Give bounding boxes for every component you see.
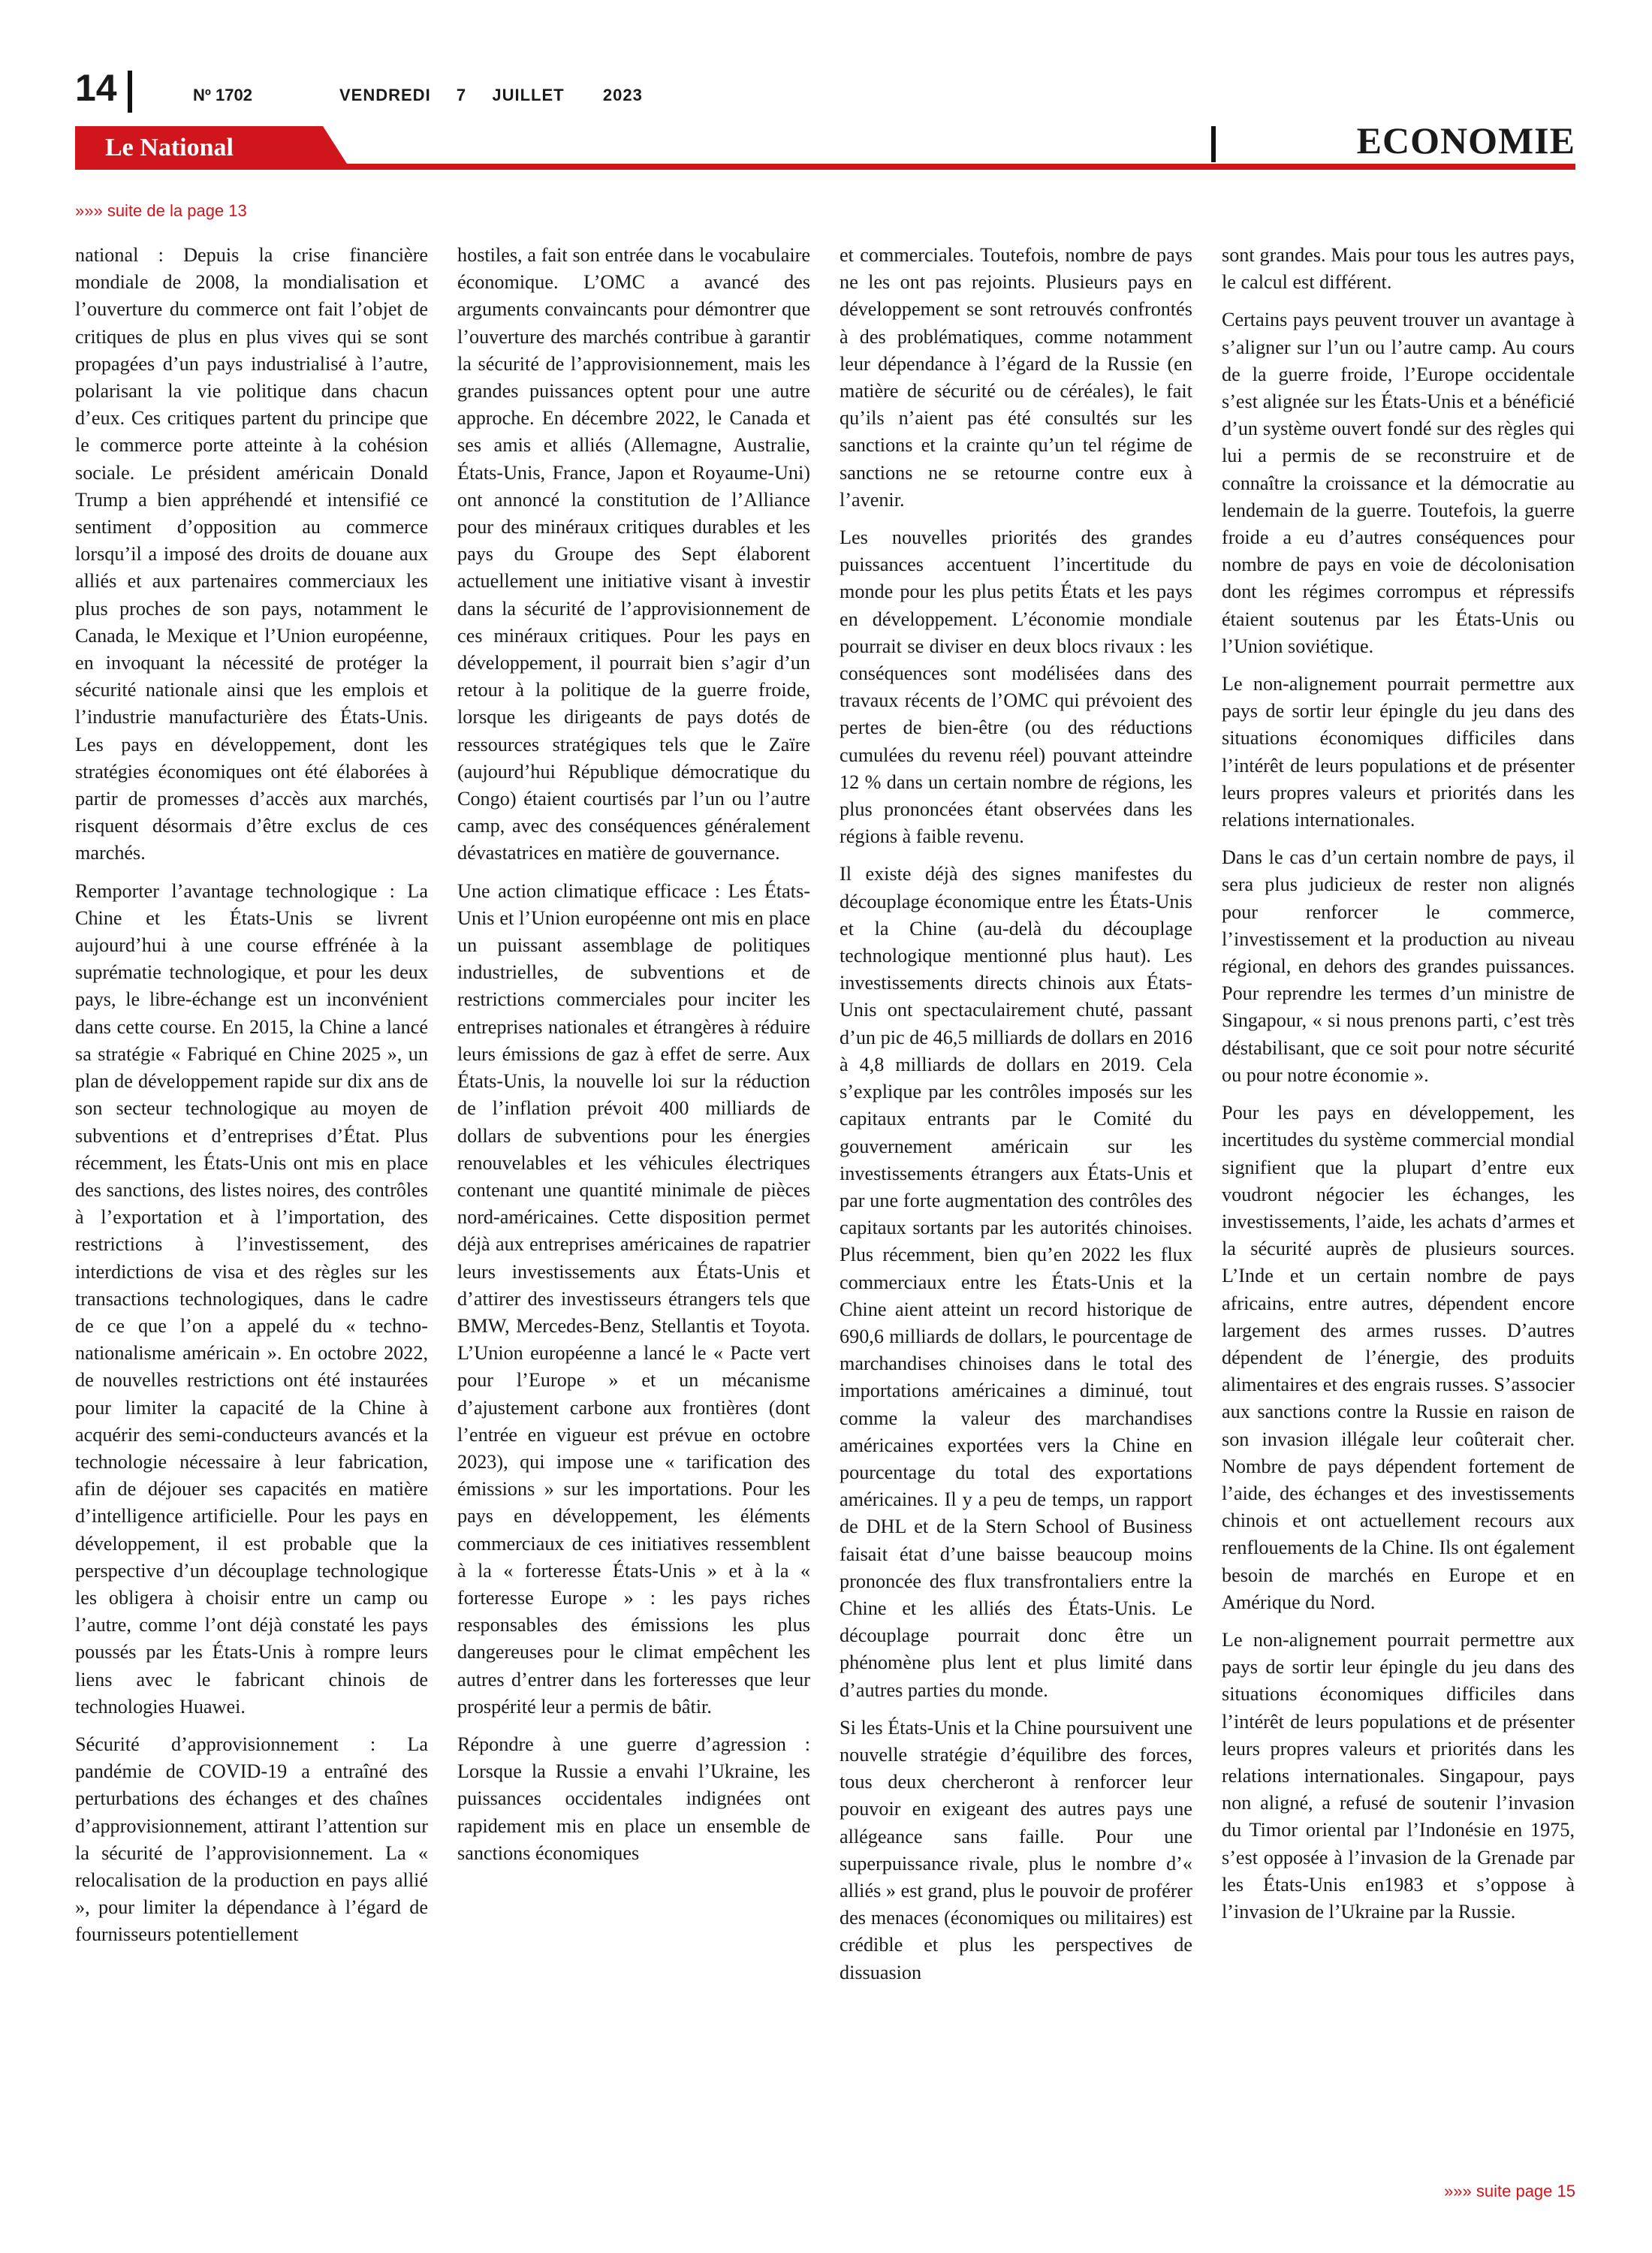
paragraph: Le non-alignement pourrait permettre aux pays de sortir leur épingle du jeu dans des situations économiques difficiles dans l’intérêt de leurs populations et de présenter leurs propres valeurs et priorités dans les relations internationales. Singapour, pays non aligné, a refusé de soutenir l’invasion du Timor oriental par l’Indonésie en 1975, s’est opposée à l’invasion de la Grenade par les États-Unis en1983 et s’oppose à l’invasion de l’Ukraine par la Russie. — [1222, 1628, 1575, 1923]
paragraph: hostiles, a fait son entrée dans le vocabulaire économique. L’OMC a avancé des arguments convaincants pour démontrer que l’ouverture des marchés contribue à garantir la sécurité de l’approvisionnement, mais les grandes puissances optent pour une autre approche. En décembre 2022, le Canada et ses amis et alliés (Allemagne, Australie, États-Unis, France, Japon et Royaume-Uni) ont annoncé la constitution de l’Alliance pour des minéraux critiques durables et les pays du Groupe des Sept élaborent actuellement une initiative visant à investir dans la sécurité de l’approvisionnement de ces minéraux critiques. Pour les pays en développement, il pourrait bien s’agir d’un retour à la politique de la guerre froide, lorsque les dirigeants de pays dotés de ressources stratégiques tels que le Zaïre (aujourd’hui République démocratique du Congo) étaient courtisés par l’un ou l’autre camp, avec des conséquences généralement dévastatrices en matière de gouvernance. — [457, 244, 810, 864]
paragraph: et commerciales. Toutefois, nombre de pays ne les ont pas rejoints. Plusieurs pays en développement se sont retrouvés confrontés à des problématiques, comme notamment leur dépendance à l’égard de la Russie (en matière de sécurité ou de céréales), le fait qu’ils n’aient pas été consultés sur les sanctions et la crainte qu’un tel régime de sanctions ne se retourne contre eux à l’avenir. — [840, 244, 1192, 511]
article-column-2 — [457, 242, 810, 2164]
paragraph: Dans le cas d’un certain nombre de pays, il sera plus judicieux de rester non alignés pour renforcer le commerce, l’investissement et la production au niveau régional, en dehors des grandes puissances. Pour reprendre les termes d’un ministre de Singapour, « si nous prenons parti, c’est très déstabilisant, que ce soit pour notre sécurité ou pour notre économie ». — [1222, 846, 1575, 1086]
paragraph: national : Depuis la crise financière mondiale de 2008, la mondialisation et l’ouverture du commerce ont fait l’objet de critiques de plus en plus vives qui se sont propagées d’un pays industrialisé à l’autre, polarisant la vie politique dans chacun d’eux. Ces critiques partent du principe que le commerce porte atteinte à la cohésion sociale. Le président américain Donald Trump a bien appréhendé et intensifié ce sentiment d’opposition au commerce lorsqu’il a imposé des droits de douane aux alliés et aux partenaires commerciaux les plus proches de son pays, notamment le Canada, le Mexique et l’Union européenne, en invoquant la nécessité de protéger la sécurité nationale ainsi que les emplois et l’industrie manufacturière des États-Unis. Les pays en développement, dont les stratégies économiques ont été élaborées à partir de promesses d’accès aux marchés, risquent désormais d’être exclus de ces marchés. — [75, 244, 428, 864]
publication-date: VENDREDI 7 JUILLET 2023 — [339, 86, 643, 104]
paragraph: Répondre à une guerre d’agression : Lorsque la Russie a envahi l’Ukraine, les puissances occidentales indignées ont rapidement mis en place un ensemble de sanctions économiques — [457, 1733, 810, 1864]
masthead — [75, 126, 1575, 171]
paragraph: Le non-alignement pourrait permettre aux pays de sortir leur épingle du jeu dans des situations économiques difficiles dans l’intérêt de leurs populations et de présenter leurs propres valeurs et priorités dans les relations internationales. — [1222, 673, 1575, 831]
paragraph: Sécurité d’approvisionnement : La pandémie de COVID-19 a entraîné des perturbations des échanges et des chaînes d’approvisionnement, attirant l’attention sur la sécurité de l’approvisionnement. La « relocalisation de la production en pays allié », pour limiter la dépendance à l’égard de fournisseurs potentiellement — [75, 1733, 428, 1946]
continued-to-link[interactable]: »»» suite page 15 — [1444, 2182, 1575, 2200]
paper-name: Le National — [105, 134, 234, 161]
masthead-red-band — [75, 126, 1575, 171]
issue-number: Nº 1702 — [193, 86, 252, 104]
paragraph: Remporter l’avantage technologique : La Chine et les États-Unis se livrent aujourd’hui à une course effrénée à la suprématie technologique, et pour les deux pays, le libre-échange est un inconvénient dans cette course. En 2015, la Chine a lancé sa stratégie « Fabriqué en Chine 2025 », un plan de développement rapide sur dix ans de son secteur technologique au moyen de subventions et d’entreprises d’État. Plus récemment, les États-Unis ont mis en place des sanctions, des listes noires, des contrôles à l’exportation et à l’importation, des restrictions à l’investissement, des interdictions de visa et des règles sur les transactions technologiques, dans le cadre de ce que l’on a appelé du « techno-nationalisme américain ». En octobre 2022, de nouvelles restrictions ont été instaurées pour limiter la capacité de la Chine à acquérir des semi-conducteurs avancés et la technologie nécessaire à leur fabrication, afin de déjouer ses capacités en matière d’intelligence artificielle. Pour les pays en développement, il est probable que la perspective d’un découplage technologique les obligera à choisir entre un camp ou l’autre, comme l’ont déjà constaté les pays poussés par les États-Unis à rompre leurs liens avec le fabricant chinois de technologies Huawei. — [75, 879, 428, 1718]
paragraph: sont grandes. Mais pour tous les autres pays, le calcul est différent. — [1222, 244, 1575, 294]
paragraph: Pour les pays en développement, les incertitudes du système commercial mondial signifient que la plupart d’entre eux voudront négocier les échanges, les investissements, l’aide, les achats d’armes et la sécurité auprès de plusieurs sources. L’Inde et un certain nombre de pays africains, entre autres, dépendent encore largement des armes russes. D’autres dépendent de l’énergie, des produits alimentaires et des engrais russes. S’associer aux sanctions contre la Russie en raison de son invasion illégale leur coûterait cher. Nombre de pays dépendent fortement de l’aide, des échanges et des investissements chinois et ont actuellement recours aux renflouements de la Chine. Ils ont également besoin de marchés en Europe et en Amérique du Nord. — [1222, 1102, 1575, 1613]
article-body — [75, 242, 1575, 2164]
continued-from-link[interactable]: »»» suite de la page 13 — [75, 201, 247, 220]
page-number: 14 — [75, 67, 117, 109]
paragraph: Les nouvelles priorités des grandes puissances accentuent l’incertitude du monde pour les plus petits États et les pays en développement. L’économie mondiale pourrait se diviser en deux blocs rivaux : les conséquences sont modélisées dans des travaux récents de l’OMC qui prévoient des pertes de bien-être (ou des réductions cumulées du revenu réel) pouvant atteindre 12 % dans un certain nombre de régions, les plus prononcées étant observées dans les régions à faible revenu. — [840, 526, 1192, 848]
paragraph: Une action climatique efficace : Les États-Unis et l’Union européenne ont mis en place un puissant assemblage de politiques industrielles, de subventions et de restrictions commerciales pour inciter les entreprises nationales et étrangères à réduire leurs émissions de gaz à effet de serre. Aux États-Unis, la nouvelle loi sur la réduction de l’inflation prévoit 400 milliards de dollars de subventions pour les énergies renouvelables et les véhicules électriques contenant une quantité minimale de pièces nord-américaines. Cette disposition permet déjà aux entreprises américaines de rapatrier leurs investissements aux États-Unis et d’attirer des investisseurs étrangers tels que BMW, Mercedes-Benz, Stellantis et Toyota. L’Union européenne a lancé le « Pacte vert pour l’Europe » et un mécanisme d’ajustement carbone aux frontières (dont l’entrée en vigueur est prévue en octobre 2023), qui impose une « tarification des émissions » sur les importations. Pour les pays en développement, les éléments commerciaux de ces initiatives ressemblent à la « forteresse États-Unis » et à la « forteresse Europe » : les pays riches responsables des émissions les plus dangereuses pour le climat empêchent les autres d’entrer dans les forteresses que leur prospérité leur a permis de bâtir. — [457, 879, 810, 1718]
paragraph: Certains pays peuvent trouver un avantage à s’aligner sur l’un ou l’autre camp. Au cours de la guerre froide, l’Europe occidentale s’est alignée sur les États-Unis et a bénéficié d’un système ouvert fondé sur des règles qui lui a permis de se reconstruire et de connaître la croissance et la démocratie au lendemain de la guerre. Toutefois, la guerre froide a eu d’autres conséquences pour nombre de pays en voie de décolonisation dont les régimes corrompus et répressifs étaient soutenus par les États-Unis ou l’Union soviétique. — [1222, 309, 1575, 657]
article-column-1 — [75, 242, 428, 2164]
section-divider — [1211, 126, 1216, 162]
section-title: ECONOMIE — [1356, 119, 1575, 161]
article-column-3 — [840, 242, 1192, 2164]
page-number-divider — [128, 71, 132, 113]
paragraph: Il existe déjà des signes manifestes du découplage économique entre les États-Unis et la Chine (au-delà du découplage technologique mentionné plus haut). Les investissements directs chinois aux États-Unis ont spectaculairement chuté, passant d’un pic de 46,5 milliards de dollars en 2016 à 4,8 milliards de dollars en 2019. Cela s’explique par les contrôles imposés sur les capitaux entrants par le Comité du gouvernement américain sur les investissements étrangers aux États-Unis et par une forte augmentation des contrôles des capitaux sortants par les autorités chinoises. Plus récemment, bien qu’en 2022 les flux commerciaux entre les États-Unis et la Chine aient atteint un record historique de 690,6 milliards de dollars, le pourcentage de marchandises chinoises dans le total des importations américaines a diminué, tout comme la valeur des marchandises américaines exportées vers la Chine en pourcentage du total des exportations américaines. Il y a peu de temps, un rapport de DHL et de la Stern School of Business faisait état d’une baisse beaucoup moins prononcée des flux transfrontaliers entre la Chine et les alliés des États-Unis. Le découplage pourrait donc être un phénomène plus lent et plus limité dans d’autres parties du monde. — [840, 863, 1192, 1701]
article-column-4 — [1222, 242, 1575, 2164]
paragraph: Si les États-Unis et la Chine poursuivent une nouvelle stratégie d’équilibre des forces, tous deux chercheront à renforcer leur pouvoir en exigeant des autres pays une allégeance sans faille. Pour une superpuissance rivale, plus le nombre d’« alliés » est grand, plus le pouvoir de proférer des menaces (économiques ou militaires) est crédible et plus les perspectives de dissuasion — [840, 1716, 1192, 1983]
